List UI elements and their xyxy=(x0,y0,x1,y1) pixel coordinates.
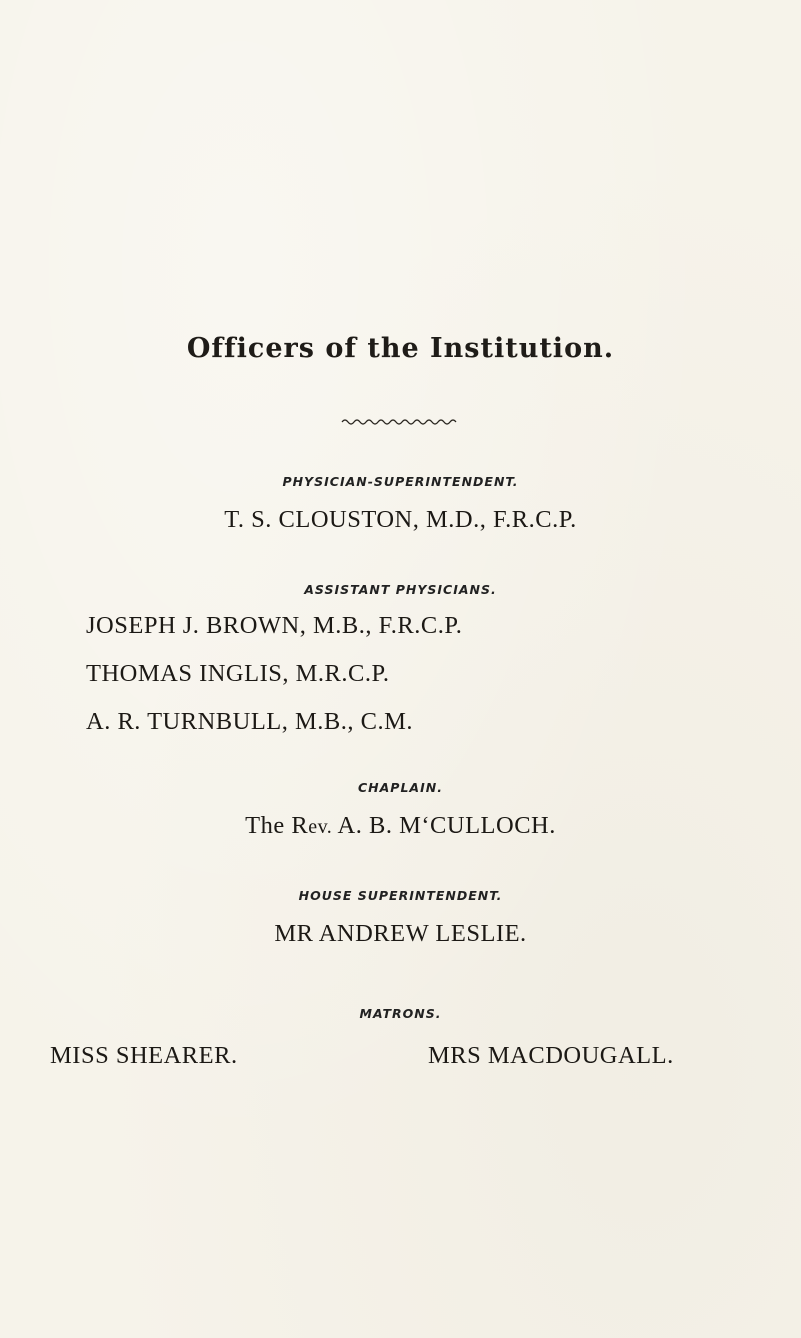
heading-house-superintendent: HOUSE SUPERINTENDENT. xyxy=(298,888,503,903)
name-physician-superintendent: T. S. CLOUSTON, M.D., F.R.C.P. xyxy=(224,506,577,533)
name-matron-2: MRS MACDOUGALL. xyxy=(428,1042,674,1069)
chaplain-title-rest: ev. xyxy=(308,816,333,838)
heading-chaplain: CHAPLAIN. xyxy=(358,780,443,795)
heading-physician-superintendent: PHYSICIAN-SUPERINTENDENT. xyxy=(282,474,519,489)
name-matron-1: MISS SHEARER. xyxy=(50,1042,238,1069)
chaplain-prefix: The xyxy=(245,812,292,839)
page-title: Officers of the Institution. xyxy=(186,333,615,364)
chaplain-name: A. B. M‘CULLOCH. xyxy=(332,812,556,839)
heading-assistant-physicians: ASSISTANT PHYSICIANS. xyxy=(304,582,497,597)
name-house-superintendent: MR ANDREW LESLIE. xyxy=(274,920,527,947)
chaplain-title-initial: R xyxy=(291,812,309,839)
heading-matrons: MATRONS. xyxy=(359,1006,442,1021)
name-assistant-physician-3: A. R. TURNBULL, M.B., C.M. xyxy=(86,708,414,735)
wavy-rule-ornament xyxy=(340,416,460,426)
name-assistant-physician-1: JOSEPH J. BROWN, M.B., F.R.C.P. xyxy=(86,612,463,639)
name-chaplain xyxy=(0,812,801,840)
name-assistant-physician-2: THOMAS INGLIS, M.R.C.P. xyxy=(86,660,390,687)
